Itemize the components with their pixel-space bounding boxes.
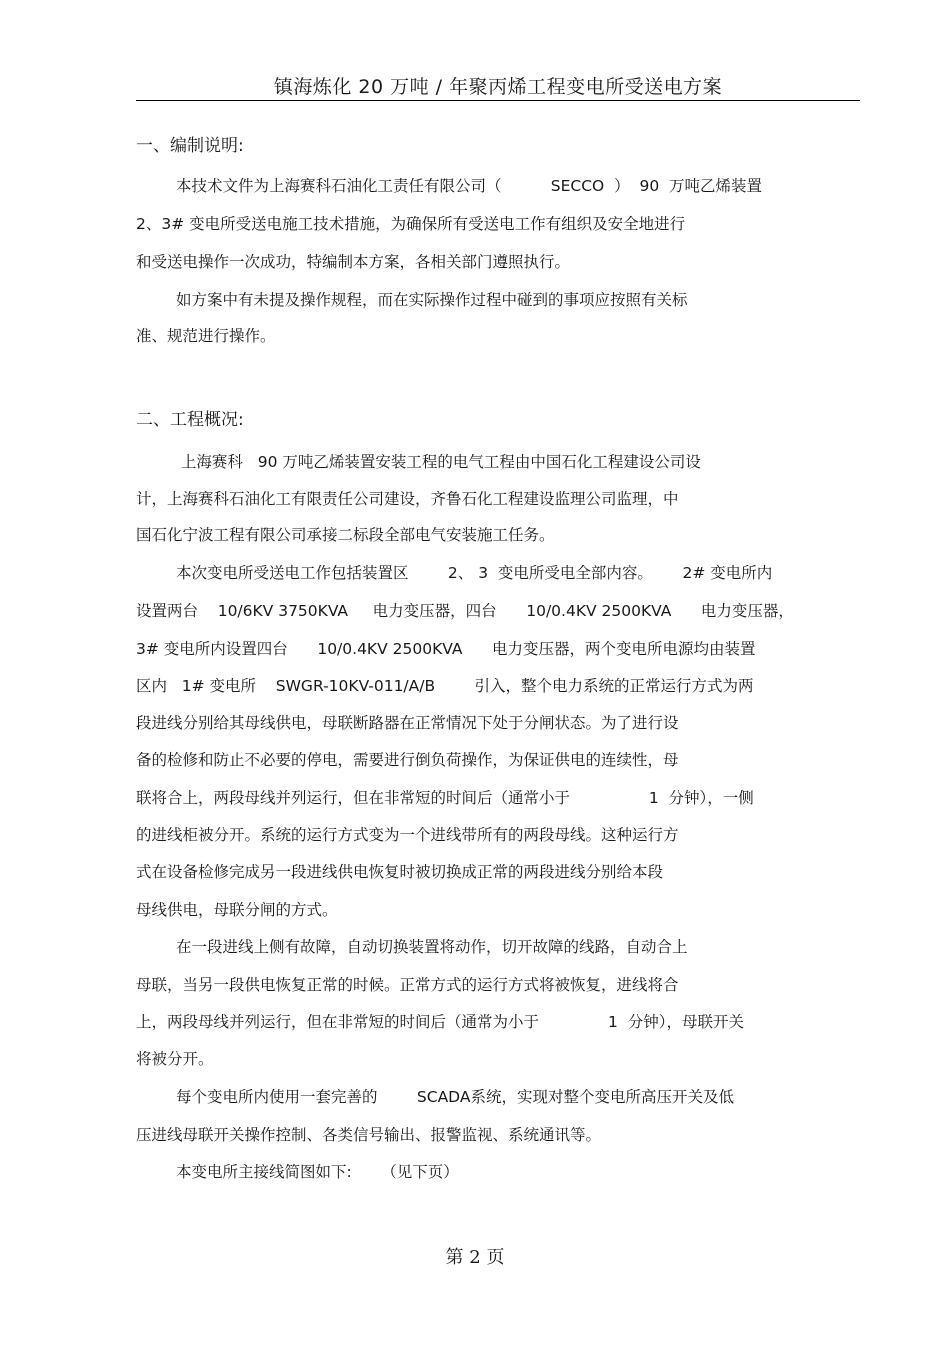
page-number: 第 2 页 [445,1247,505,1268]
section-2-line: 式在设备检修完成另一段进线供电恢复时被切换成正常的两段进线分别给本段 [136,863,664,881]
section-2-heading: 二、工程概况: [136,410,244,430]
section-1-line: 本技术文件为上海赛科石油化工责任有限公司（ SECCO ） 90 万吨乙烯装置 [176,177,763,195]
section-2-line: 设置两台 10/6KV 3750KVA 电力变压器，四台 10/0.4KV 2500KVA 电力变压器， [136,602,794,620]
section-1-line: 2、3# 变电所受送电施工技术措施，为确保所有受送电工作有组织及安全地进行 [136,215,686,233]
section-1-heading: 一、编制说明: [136,136,244,156]
section-2-line: 的进线柜被分开。系统的运行方式变为一个进线带所有的两段母线。这种运行方 [136,826,679,844]
section-2-line: 国石化宁波工程有限公司承接二标段全部电气安装施工任务。 [136,526,555,544]
section-2-line: 在一段进线上侧有故障，自动切换装置将动作，切开故障的线路，自动合上 [176,938,688,956]
section-1-line: 准、规范进行操作。 [136,327,276,345]
header-divider [136,100,860,101]
document-header-title: 镇海炼化 20 万吨 / 年聚丙烯工程变电所受送电方案 [273,76,723,98]
section-2-line: 每个变电所内使用一套完善的 SCADA系统，实现对整个变电所高压开关及低 [176,1088,734,1106]
section-2-line: 将被分开。 [136,1050,214,1068]
section-2-line: 计，上海赛科石油化工有限责任公司建设，齐鲁石化工程建设监理公司监理，中 [136,490,679,508]
section-2-line: 上，两段母线并列运行，但在非常短的时间后（通常为小于 1 分钟），母联开关 [136,1013,744,1031]
section-2-line: 段进线分别给其母线供电，母联断路器在正常情况下处于分闸状态。为了进行设 [136,714,679,732]
section-2-line: 母线供电，母联分闸的方式。 [136,901,338,919]
section-2-line: 联将合上，两段母线并列运行，但在非常短的时间后（通常小于 1 分钟），一侧 [136,789,754,807]
section-2-line: 本次变电所受送电工作包括装置区 2、 3 变电所受电全部内容。 2# 变电所内 [176,564,773,582]
section-2-line: 区内 1# 变电所 SWGR-10KV-011/A/B 引入，整个电力系统的正常运行方式为两 [136,677,754,695]
section-2-line: 备的检修和防止不必要的停电，需要进行倒负荷操作，为保证供电的连续性，母 [136,751,679,769]
section-2-line: 母联，当另一段供电恢复正常的时候。正常方式的运行方式将被恢复，进线将合 [136,976,679,994]
section-1-line: 如方案中有未提及操作规程，而在实际操作过程中碰到的事项应按照有关标 [176,291,688,309]
section-1-line: 和受送电操作一次成功，特编制本方案，各相关部门遵照执行。 [136,253,571,271]
section-2-line: 上海赛科 90 万吨乙烯装置安装工程的电气工程由中国石化工程建设公司设 [176,453,701,471]
section-2-line: 本变电所主接线简图如下: （见下页） [176,1163,459,1181]
section-2-line: 压进线母联开关操作控制、各类信号输出、报警监视、系统通讯等。 [136,1126,602,1144]
section-2-line: 3# 变电所内设置四台 10/0.4KV 2500KVA 电力变压器，两个变电所电源均由装置 [136,640,756,658]
